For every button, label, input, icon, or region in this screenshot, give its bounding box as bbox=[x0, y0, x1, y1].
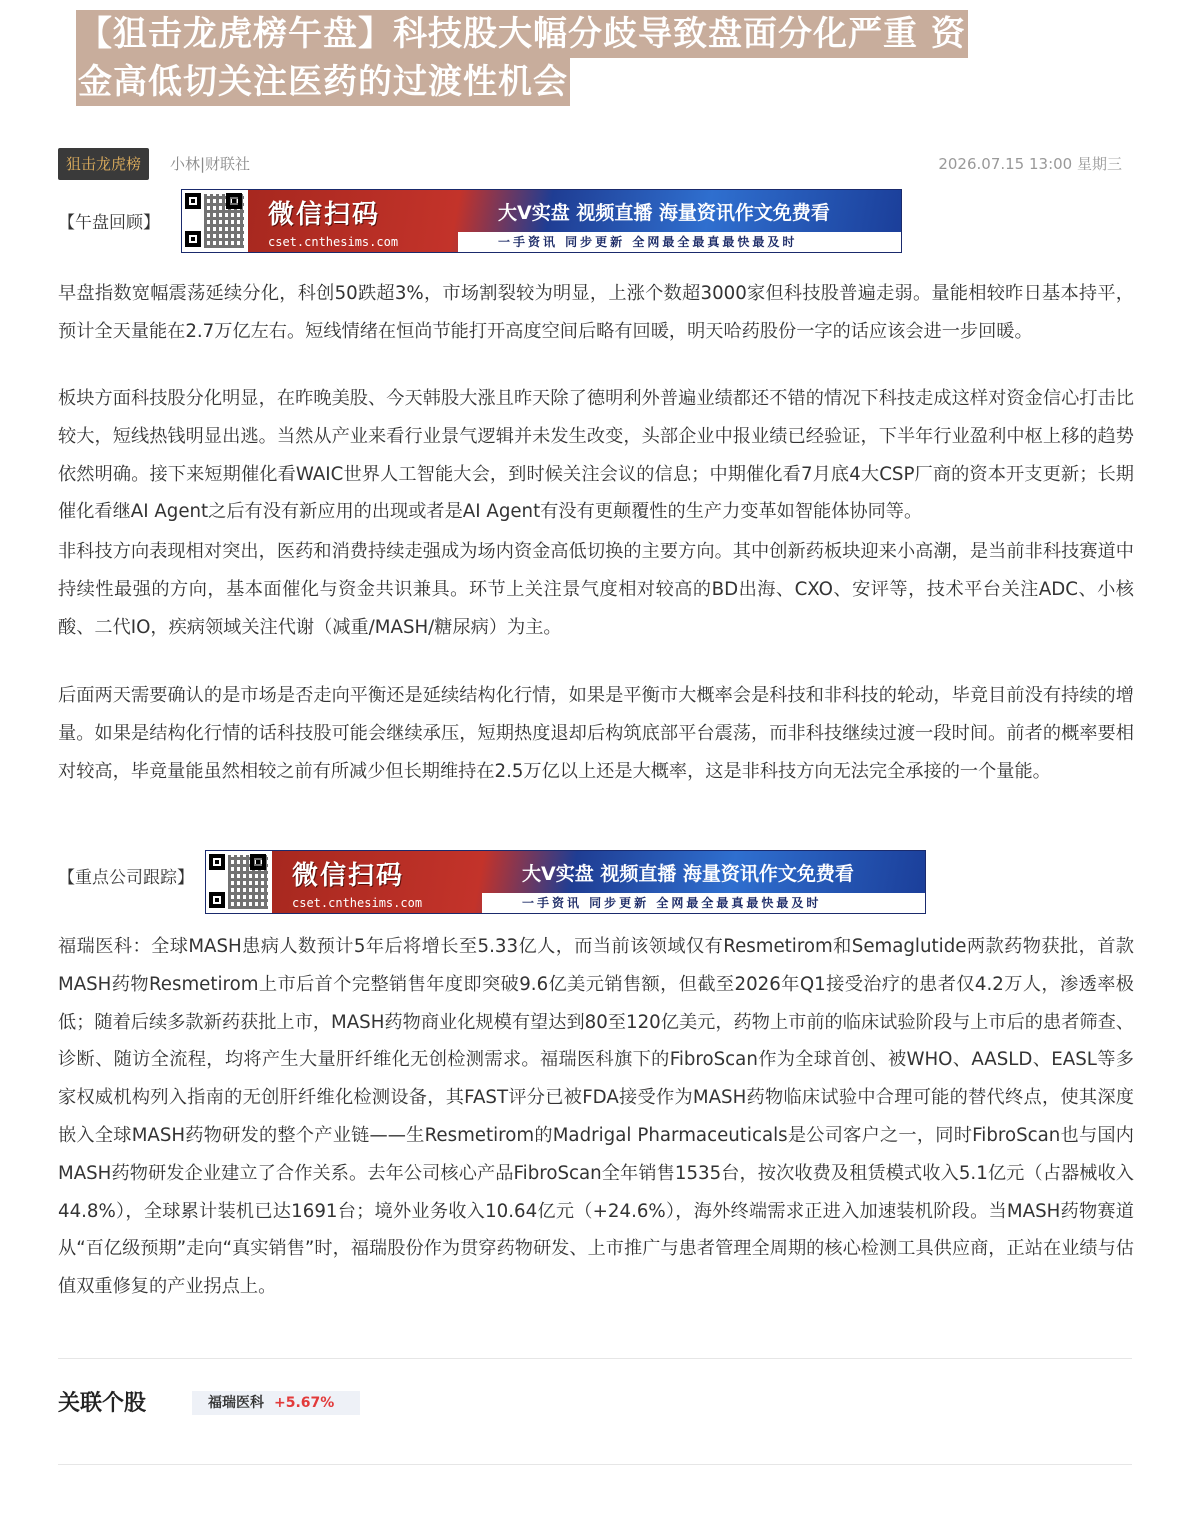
article-title-line-1: 【狙击龙虎榜午盘】科技股大幅分歧导致盘面分化严重 资 bbox=[76, 10, 968, 58]
banner-slogan: 大V实盘 视频直播 海量资讯作文免费看 bbox=[522, 863, 854, 885]
wechat-scan-text: 微信扫码 bbox=[292, 861, 405, 891]
paragraph-4: 后面两天需要确认的是市场是否走向平衡还是延续结构化行情，如果是平衡市大概率会是科技和非科技的轮动，毕竟目前没有持续的增量。如果是结构化行情的话科技股可能会继续承压，短期热度退却后构筑底部平台震荡，而非科技继续过渡一段时间。前者的概率要相对较高，毕竟量能虽然相较之前有所减少但长期维持在2.5万亿以上还是大概率，这是非科技方向无法完全承接的一个量能。 bbox=[58, 685, 1134, 782]
paragraph-company: 福瑞医科：全球MASH患病人数预计5年后将增长至5.33亿人，而当前该领域仅有Resmetirom和Semaglutide两款药物获批，首款MASH药物Resmetirom上市后首个完整销售年度即突破9.6亿美元销售额，但截至2026年Q1接受治疗的患者仅4.2万人，渗透率极低；随着后续多款新药获批上市，MASH药物商业化规模有望达到80至120亿美元，药物上市前的临床试验阶段与上市后的患者筛查、诊断、随访全流程，均将产生大量肝纤维化无创检测需求。福瑞医科旗下的FibroScan作为全球首创、被WHO、AASLD、EASL等多家权威机构列入指南的无创肝纤维化检测设备，其FAST评分已被FDA接受作为MASH药物临床试验中合理可能的替代终点，使其深度嵌入全球MASH药物研发的整个产业链——生Resmetirom的Madrigal Pharmaceuticals是公司客户之一，同时FibroScan也与国内MASH药物研发企业建立了合作关系。去年公司核心产品FibroScan全年销售1535台，按次收费及租赁模式收入5.1亿元（占器械收入44.8%），全球累计装机已达1691台；境外业务收入10.64亿元（+24.6%），海外终端需求正进入加速装机阶段。当MASH药物赛道从“百亿级预期”走向“真实销售”时，福瑞股份作为贯穿药物研发、上市推广与患者管理全周期的核心检测工具供应商，正站在业绩与估值双重修复的产业拐点上。 bbox=[58, 936, 1134, 1298]
divider bbox=[58, 1358, 1132, 1359]
paragraph-3: 非科技方向表现相对突出，医药和消费持续走强成为场内资金高低切换的主要方向。其中创新药板块迎来小高潮，是当前非科技赛道中持续性最强的方向，基本面催化与资金共识兼具。环节上关注景气度相对较高的BD出海、CXO、安评等，技术平台关注ADC、小核酸、二代IO，疾病领域关注代谢（减重/MASH/糖尿病）为主。 bbox=[58, 541, 1134, 638]
article-meta bbox=[58, 148, 1132, 180]
paragraph-1: 早盘指数宽幅震荡延续分化，科创50跌超3%，市场割裂较为明显，上涨个数超3000家但科技股普遍走弱。量能相较昨日基本持平，预计全天量能在2.7万亿左右。短线情绪在恒尚节能打开高度空间后略有回暖，明天哈药股份一字的话应该会进一步回暖。 bbox=[58, 283, 1134, 342]
divider bbox=[58, 1464, 1132, 1465]
stock-change: +5.67% bbox=[274, 1395, 335, 1411]
promo-banner-body bbox=[272, 851, 925, 913]
qr-code-icon bbox=[206, 851, 272, 913]
article-title bbox=[76, 10, 1116, 106]
banner-subtitle: 一手资讯 同步更新 全网最全最真最快最及时 bbox=[522, 896, 822, 910]
author-name[interactable]: 小林|财联社 bbox=[170, 155, 251, 173]
banner-slogan: 大V实盘 视频直播 海量资讯作文免费看 bbox=[498, 202, 830, 224]
promo-banner[interactable] bbox=[181, 189, 902, 253]
qr-code-icon bbox=[182, 190, 248, 252]
banner-url: cset.cnthesims.com bbox=[268, 235, 399, 249]
wechat-scan-text: 微信扫码 bbox=[268, 200, 381, 230]
banner-url: cset.cnthesims.com bbox=[292, 896, 423, 910]
article-title-line-2: 金高低切关注医药的过渡性机会 bbox=[76, 58, 570, 106]
section-label-key-company: 【重点公司跟踪】 bbox=[58, 868, 194, 888]
column-tag[interactable]: 狙击龙虎榜 bbox=[58, 148, 149, 180]
stock-name: 福瑞医科 bbox=[208, 1395, 264, 1411]
banner-subtitle: 一手资讯 同步更新 全网最全最真最快最及时 bbox=[498, 235, 798, 249]
publish-datetime: 2026.07.15 13:00 星期三 bbox=[938, 155, 1122, 173]
related-stocks-title: 关联个股 bbox=[58, 1391, 147, 1416]
section-label-midday: 【午盘回顾】 bbox=[58, 213, 160, 233]
promo-banner-2[interactable] bbox=[205, 850, 926, 914]
promo-banner-body bbox=[248, 190, 901, 252]
related-stock-chip[interactable] bbox=[192, 1391, 360, 1415]
paragraph-2: 板块方面科技股分化明显，在昨晚美股、今天韩股大涨且昨天除了德明利外普遍业绩都还不错的情况下科技走成这样对资金信心打击比较大，短线热钱明显出逃。当然从产业来看行业景气逻辑并未发生改变，头部企业中报业绩已经验证，下半年行业盈利中枢上移的趋势依然明确。接下来短期催化看WAIC世界人工智能大会，到时候关注会议的信息；中期催化看7月底4大CSP厂商的资本开支更新；长期催化看继AI Agent之后有没有新应用的出现或者是AI Agent有没有更颠覆性的生产力变革如智能体协同等。 bbox=[58, 388, 1134, 523]
